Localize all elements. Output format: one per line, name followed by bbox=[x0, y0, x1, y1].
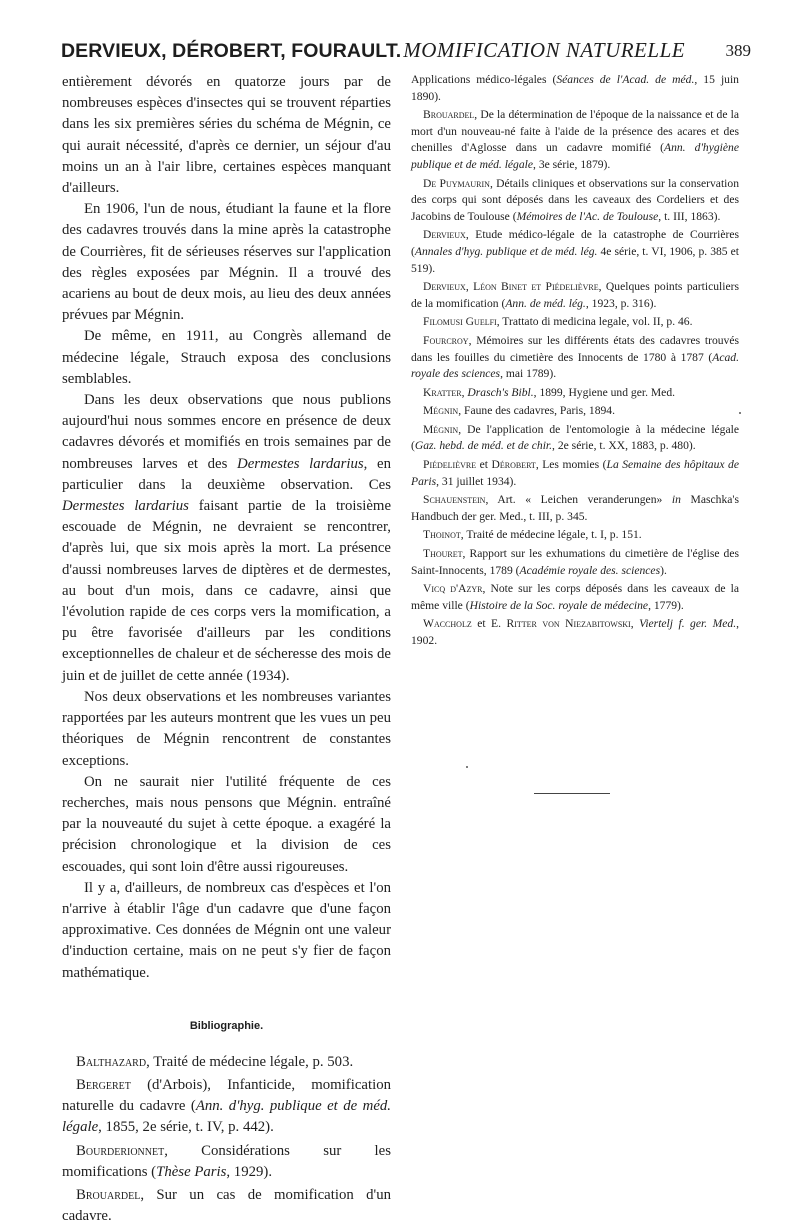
reference-author: Mégnin bbox=[423, 422, 459, 436]
reference-text: , bbox=[630, 617, 640, 631]
header-title: MOMIFICATION NATURELLE bbox=[403, 38, 686, 62]
body-paragraph: Il y a, d'ailleurs, de nombreux cas d'espèces et l'on n'arrive à établir l'âge d'un cadavre que d'une façon approximative. Ces données de Mégnin ont une valeur d'induction certaine, mais on ne peut s'y fier de façon mathématique. bbox=[62, 879, 391, 981]
reference-entry bbox=[411, 333, 739, 383]
reference-text: Applications médico-légales ( bbox=[411, 73, 557, 86]
reference-text: , Faune des cadavres, Paris, 1894. bbox=[458, 404, 616, 418]
reference-text: , Les momies ( bbox=[535, 458, 607, 472]
reference-author: Waccholz bbox=[423, 617, 472, 631]
reference-author: Kratter bbox=[423, 385, 462, 399]
speck bbox=[739, 412, 741, 414]
reference-text: , Note sur les corps déposés dans les caveaux de la même ville ( bbox=[411, 582, 740, 612]
reference-text: , 2e série, t. XX, 1883, p. 480). bbox=[552, 439, 696, 453]
reference-author: Filomusi Guelfi bbox=[423, 315, 497, 329]
reference-source: Annales d'hyg. publique et de méd. lég. bbox=[414, 244, 598, 258]
reference-entry bbox=[411, 616, 739, 649]
body-paragraph: entièrement dévorés en quatorze jours par de nombreuses espèces d'insectes qui se trouvent réparties dans les six premières séries du schéma de Mégnin, ce qui aurait nécessité, d'après ce dernier, un séjour d'au moins un an à l'air libre, certaines espèces manquant d'ailleurs. bbox=[62, 74, 391, 197]
reference-text: , De l'application de l'entomologie à la médecine légale ( bbox=[411, 422, 739, 453]
reference-entry bbox=[411, 581, 739, 614]
reference-author: Brouardel bbox=[423, 108, 475, 122]
reference-source: Mémoires de l'Ac. de Toulouse bbox=[516, 209, 659, 223]
reference-text: , t. III, 1863). bbox=[658, 209, 721, 223]
reference-source: Ann. de méd. lég. bbox=[505, 296, 586, 310]
reference-entry bbox=[411, 107, 739, 173]
body-paragraph bbox=[62, 390, 391, 687]
reference-entry bbox=[411, 227, 739, 277]
reference-entry bbox=[411, 546, 739, 579]
reference-author: Ritter von Niezabitowski bbox=[506, 617, 631, 631]
reference-author: Piédelièvre bbox=[423, 458, 477, 472]
body-paragraph: Nos deux observations et les nombreuses variantes rapportées par les auteurs montrent que les vues un peu théoriques de Mégnin rencontrent de constantes exceptions. bbox=[62, 688, 391, 769]
reference-text: , 31 juillet 1934). bbox=[436, 474, 517, 488]
reference-entry bbox=[62, 1185, 391, 1227]
speck bbox=[466, 766, 468, 768]
reference-text: 4e série, t. VI, 1906, p. 385 et 519). bbox=[411, 244, 739, 275]
body-paragraph: En 1906, l'un de nous, étudiant la faune et la flore des cadavres trouvés dans la mine après la catastrophe de Courrières, fit de sérieuses réserves sur l'application des règles exposées par Mégnin. Il a trouvé des acariens au bout de deux mois, au lieu des deux années prévues par Mégnin. bbox=[62, 201, 391, 324]
reference-text: , Etude médico-légale de la catastrophe de Courrières ( bbox=[411, 228, 739, 258]
reference-entry bbox=[411, 314, 739, 331]
end-rule bbox=[534, 793, 610, 794]
reference-entry bbox=[411, 403, 739, 420]
bibliography-heading: Bibliographie. bbox=[189, 1019, 264, 1032]
reference-text: , 3e série, 1879). bbox=[533, 157, 611, 171]
reference-text: , Détails cliniques et observations sur la conservation des corps qui sont déposés dans les caveaux des Cordeliers et des Jacobins de Toulouse ( bbox=[411, 176, 739, 223]
reference-author: Thoinot bbox=[423, 528, 461, 542]
reference-entry bbox=[411, 72, 739, 105]
reference-source: La Semaine des hôpitaux de Paris bbox=[411, 458, 739, 488]
running-header bbox=[61, 38, 751, 63]
reference-text: , Mémoires sur les différents états des cadavres trouvés dans les fouilles du cimetière des Innocents de 1780 à 1787 ( bbox=[411, 333, 739, 364]
reference-source: Gaz. hebd. de méd. et de chir. bbox=[414, 439, 553, 453]
reference-author: Thouret bbox=[423, 547, 463, 561]
reference-source: Acad. royale des sciences bbox=[411, 350, 739, 381]
reference-source: Séances de l'Acad. de méd. bbox=[556, 73, 695, 86]
reference-author: De Puymaurin bbox=[423, 176, 490, 190]
reference-text: , 1902. bbox=[411, 617, 740, 647]
text-run: faisant partie de la troisième escouade de Mégnin, ne devraient se rencontrer, d'après lui, que six mois après la mort. La présence d'aussi nombreuses larves de diptères et de dermestes, au bout d'un mois, dans ce cadavre, ainsi que l'évolution rapide de ces corps vers la momification, a pu être favorisée d'ailleurs par les conditions exceptionnelles de chaleur et de sécheresse des mois de juin et de juillet de cette année (1934). bbox=[62, 498, 392, 684]
reference-text: , 1779). bbox=[648, 598, 684, 612]
reference-entry bbox=[62, 1075, 391, 1139]
reference-source: Ann. d'hyg. publique et de méd. légale bbox=[62, 1098, 392, 1136]
reference-source: Viertelj f. ger. Med. bbox=[639, 617, 737, 631]
reference-author: Mégnin bbox=[423, 404, 459, 418]
reference-text: , Art. « Leichen veranderungen» bbox=[485, 493, 672, 507]
reference-author: Bourderionnet bbox=[76, 1142, 165, 1159]
header-authors: DERVIEUX, DÉROBERT, FOURAULT. bbox=[61, 40, 402, 62]
reference-text: , Quelques points particuliers de la momification ( bbox=[411, 280, 739, 310]
reference-text: , Traité de médecine légale, p. 503. bbox=[146, 1053, 354, 1070]
reference-text: et E. bbox=[471, 617, 507, 631]
reference-text: , mai 1789). bbox=[500, 367, 557, 381]
reference-entry bbox=[411, 422, 739, 455]
reference-author: Vicq d'Azyr bbox=[423, 582, 483, 596]
reference-text: , 1899, Hygiene und ger. Med. bbox=[533, 385, 676, 399]
reference-text: , De la détermination de l'époque de la naissance et de la mort d'un nouveau-né faite à l'aide de la présence des acares et des chenilles d'Aglosse dans un cadavre momifié ( bbox=[411, 108, 739, 155]
reference-entry bbox=[411, 385, 739, 402]
reference-text: , Sur un cas de momification d'un cadavre. bbox=[62, 1186, 391, 1225]
reference-author: Bergeret bbox=[76, 1076, 131, 1093]
reference-text: et bbox=[476, 458, 492, 472]
reference-author: Dervieux, Léon Binet et Piédelièvre bbox=[423, 280, 599, 294]
reference-entry bbox=[62, 1052, 391, 1073]
reference-text: ). bbox=[660, 563, 667, 577]
reference-entry bbox=[411, 492, 739, 525]
reference-text: , 1855, 2e série, t. IV, p. 442). bbox=[98, 1119, 274, 1136]
reference-source: Académie royale des. sciences bbox=[519, 563, 661, 577]
page-number: 389 bbox=[725, 41, 751, 60]
reference-text: , Considérations sur les momifications ( bbox=[62, 1142, 391, 1180]
reference-text: , 1929). bbox=[226, 1163, 273, 1180]
reference-source: in bbox=[671, 493, 681, 507]
reference-author: Fourcroy bbox=[423, 333, 469, 347]
left-column bbox=[62, 72, 391, 1227]
reference-source: Histoire de la Soc. royale de médecine bbox=[469, 598, 649, 612]
reference-entry bbox=[411, 527, 739, 544]
reference-text: , 1923, p. 316). bbox=[585, 296, 657, 310]
reference-entry bbox=[411, 279, 739, 312]
reference-text: , Trattato di medicina legale, vol. II, p. 46. bbox=[496, 315, 693, 329]
text-run: Dans les deux observations que nous publions aujourd'hui nous sommes encore en présence de deux cadavres dévorés et momifiés en trois semaines par de nombreuses larves et des bbox=[62, 392, 391, 472]
reference-text: , Rapport sur les exhumations du cimetière de l'église des Saint-Innocents, 1789 ( bbox=[411, 547, 739, 577]
reference-author: Schauenstein bbox=[423, 493, 486, 507]
reference-source: Drasch's Bibl. bbox=[467, 385, 534, 399]
reference-text: Maschka's Handbuch der ger. Med., t. III, p. 345. bbox=[411, 493, 739, 523]
reference-text: (d'Arbois), Infanticide, momification naturelle du cadavre ( bbox=[62, 1076, 391, 1115]
body-paragraph: De même, en 1911, au Congrès allemand de médecine légale, Strauch exposa des conclusions semblables. bbox=[62, 328, 391, 387]
text-run: , en particulier dans la deuxième observation. Ces bbox=[62, 455, 391, 493]
reference-author: Brouardel bbox=[76, 1186, 141, 1203]
reference-source: Ann. d'hygiène publique et de méd. légale bbox=[411, 141, 739, 171]
species-name: Dermestes lardarius bbox=[237, 455, 364, 472]
reference-source: Thèse Paris bbox=[156, 1163, 227, 1180]
species-name: Dermestes lardarius bbox=[62, 498, 189, 515]
reference-entry bbox=[411, 457, 739, 490]
bibliography-list-left bbox=[62, 1052, 391, 1227]
reference-author: Balthazard bbox=[76, 1053, 147, 1070]
body-paragraph: On ne saurait nier l'utilité fréquente de ces recherches, mais nous pensons que Mégnin. entraîné par la nouveauté du sujet à cette époque. a exagéré la précision chronologique et la division de ces escouades, qui sont loin d'être aussi rigoureuses. bbox=[62, 773, 391, 875]
reference-entry bbox=[62, 1141, 391, 1183]
right-column bbox=[411, 72, 739, 650]
bibliography-list-right bbox=[411, 72, 739, 650]
reference-author: Dérobert bbox=[491, 458, 536, 472]
reference-text: , bbox=[461, 385, 468, 399]
reference-text: , Traité de médecine légale, t. I, p. 151. bbox=[460, 528, 642, 542]
reference-text: , 15 juin 1890). bbox=[411, 73, 739, 103]
reference-author: Dervieux bbox=[423, 228, 466, 242]
reference-entry bbox=[411, 176, 739, 226]
